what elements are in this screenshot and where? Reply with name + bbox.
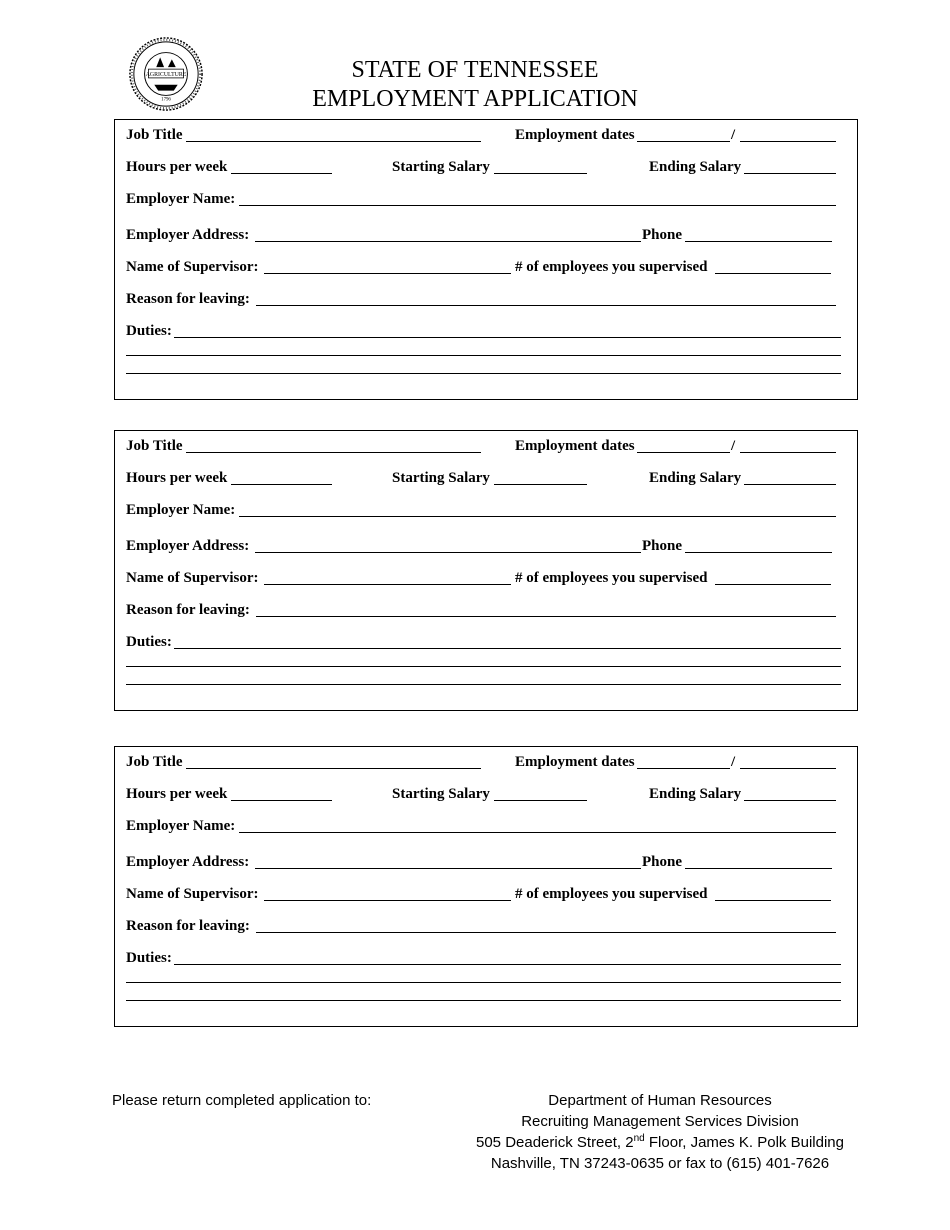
employer-name-label: Employer Name: <box>126 818 236 834</box>
employer-address-field[interactable] <box>255 868 641 869</box>
supervisor-label: Name of Supervisor: <box>126 259 259 275</box>
employees-supervised-field[interactable] <box>715 584 831 585</box>
address-division: Recruiting Management Services Division <box>521 1113 799 1130</box>
hours-label: Hours per week <box>126 786 228 802</box>
employees-supervised-label: # of employees you supervised <box>515 259 708 275</box>
supervisor-label: Name of Supervisor: <box>126 570 259 586</box>
address-city-fax: Nashville, TN 37243-0635 or fax to (615) 401-7626 <box>490 1155 830 1172</box>
job-title-label: Job Title <box>126 754 183 770</box>
employment-block-3 <box>114 746 858 1027</box>
return-instructions: Please return completed application to: <box>112 1092 372 1109</box>
duties-line-3[interactable] <box>126 1000 841 1001</box>
employees-supervised-label: # of employees you supervised <box>515 886 708 902</box>
svg-text:AGRICULTURE: AGRICULTURE <box>145 71 187 78</box>
employment-end-field[interactable] <box>740 452 836 453</box>
street-part-1: 505 Deaderick Street, 2 <box>476 1134 634 1151</box>
reason-label: Reason for leaving: <box>126 602 250 618</box>
duties-line-2[interactable] <box>126 666 841 667</box>
starting-salary-field[interactable] <box>494 173 587 174</box>
employer-address-label: Employer Address: <box>126 227 250 243</box>
reason-field[interactable] <box>256 616 836 617</box>
job-title-field[interactable] <box>186 141 481 142</box>
page-title-form: EMPLOYMENT APPLICATION <box>312 86 638 112</box>
hours-field[interactable] <box>231 800 332 801</box>
employment-start-field[interactable] <box>637 452 730 453</box>
employees-supervised-field[interactable] <box>715 273 831 274</box>
starting-salary-label: Starting Salary <box>392 786 490 802</box>
duties-field[interactable] <box>174 964 841 965</box>
employment-start-field[interactable] <box>637 768 730 769</box>
job-title-label: Job Title <box>126 438 183 454</box>
job-title-label: Job Title <box>126 127 183 143</box>
supervisor-field[interactable] <box>264 273 511 274</box>
starting-salary-field[interactable] <box>494 800 587 801</box>
job-title-field[interactable] <box>186 768 481 769</box>
employer-name-label: Employer Name: <box>126 191 236 207</box>
employees-supervised-label: # of employees you supervised <box>515 570 708 586</box>
employer-name-field[interactable] <box>239 832 836 833</box>
phone-label: Phone <box>642 854 683 870</box>
employment-end-field[interactable] <box>740 768 836 769</box>
employment-start-field[interactable] <box>637 141 730 142</box>
ending-salary-label: Ending Salary <box>649 470 742 486</box>
duties-field[interactable] <box>174 337 841 338</box>
supervisor-field[interactable] <box>264 900 511 901</box>
employer-address-field[interactable] <box>255 552 641 553</box>
employer-name-field[interactable] <box>239 205 836 206</box>
street-ordinal: nd <box>633 1133 645 1144</box>
reason-label: Reason for leaving: <box>126 918 250 934</box>
date-separator: / <box>731 754 736 770</box>
employment-dates-label: Employment dates <box>515 127 635 143</box>
duties-label: Duties: <box>126 634 172 650</box>
supervisor-label: Name of Supervisor: <box>126 886 259 902</box>
duties-label: Duties: <box>126 950 172 966</box>
ending-salary-field[interactable] <box>744 800 836 801</box>
employer-address-label: Employer Address: <box>126 854 250 870</box>
svg-text:1796: 1796 <box>161 97 171 103</box>
reason-label: Reason for leaving: <box>126 291 250 307</box>
employer-name-field[interactable] <box>239 516 836 517</box>
duties-line-2[interactable] <box>126 355 841 356</box>
starting-salary-field[interactable] <box>494 484 587 485</box>
employment-dates-label: Employment dates <box>515 754 635 770</box>
phone-label: Phone <box>642 538 683 554</box>
employment-block-2 <box>114 430 858 711</box>
supervisor-field[interactable] <box>264 584 511 585</box>
duties-line-3[interactable] <box>126 373 841 374</box>
job-title-field[interactable] <box>186 452 481 453</box>
duties-label: Duties: <box>126 323 172 339</box>
ending-salary-label: Ending Salary <box>649 159 742 175</box>
phone-field[interactable] <box>685 868 832 869</box>
ending-salary-field[interactable] <box>744 173 836 174</box>
page-title-state: STATE OF TENNESSEE <box>351 57 599 83</box>
phone-field[interactable] <box>685 552 832 553</box>
phone-field[interactable] <box>685 241 832 242</box>
employees-supervised-field[interactable] <box>715 900 831 901</box>
phone-label: Phone <box>642 227 683 243</box>
duties-field[interactable] <box>174 648 841 649</box>
employment-dates-label: Employment dates <box>515 438 635 454</box>
duties-line-3[interactable] <box>126 684 841 685</box>
reason-field[interactable] <box>256 932 836 933</box>
ending-salary-field[interactable] <box>744 484 836 485</box>
return-address <box>460 1090 860 1174</box>
address-street <box>460 1132 860 1153</box>
date-separator: / <box>731 127 736 143</box>
employer-address-field[interactable] <box>255 241 641 242</box>
employer-address-label: Employer Address: <box>126 538 250 554</box>
hours-field[interactable] <box>231 173 332 174</box>
date-separator: / <box>731 438 736 454</box>
hours-label: Hours per week <box>126 159 228 175</box>
hours-field[interactable] <box>231 484 332 485</box>
address-department: Department of Human Resources <box>548 1092 772 1109</box>
reason-field[interactable] <box>256 305 836 306</box>
starting-salary-label: Starting Salary <box>392 470 490 486</box>
employer-name-label: Employer Name: <box>126 502 236 518</box>
ending-salary-label: Ending Salary <box>649 786 742 802</box>
employment-block-1 <box>114 119 858 400</box>
employment-end-field[interactable] <box>740 141 836 142</box>
state-seal-icon <box>127 36 205 112</box>
starting-salary-label: Starting Salary <box>392 159 490 175</box>
hours-label: Hours per week <box>126 470 228 486</box>
street-part-2: Floor, James K. Polk Building <box>644 1134 844 1151</box>
duties-line-2[interactable] <box>126 982 841 983</box>
